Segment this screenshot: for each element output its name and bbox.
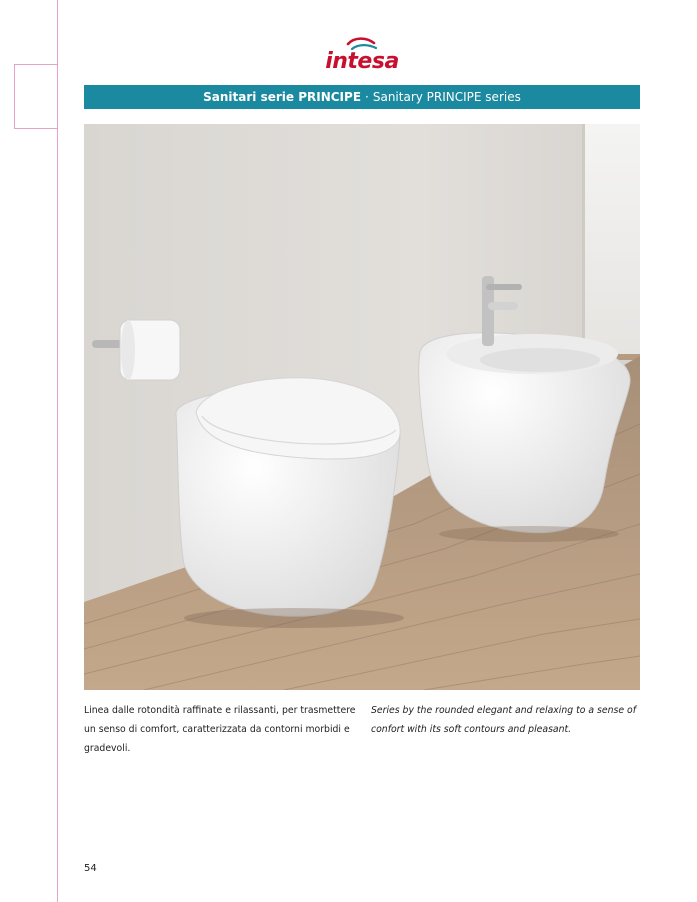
page-margin-line	[57, 0, 58, 902]
toilet	[176, 378, 400, 617]
description-english: Series by the rounded elegant and relaxing to a sense of confort with its soft contours and pleasant.	[371, 705, 636, 735]
logo-text: intesa	[325, 49, 399, 74]
banner-separator: ·	[365, 90, 369, 104]
toilet-paper-holder	[92, 340, 122, 348]
page-number: 54	[84, 863, 97, 874]
title-banner	[84, 85, 640, 109]
product-photo	[84, 124, 640, 690]
margin-tab-bottom	[14, 128, 57, 129]
description-italian: Linea dalle rotondità raffinate e rilassanti, per trasmettere un senso di comfort, caratterizzata da contorni morbidi e gradevoli.	[84, 705, 356, 754]
margin-tab-top	[14, 64, 57, 65]
margin-tab-side	[14, 64, 15, 128]
banner-title-english: Sanitary PRINCIPE series	[372, 90, 521, 104]
window	[584, 124, 640, 360]
banner-title-italian: Sanitari serie PRINCIPE	[203, 90, 362, 104]
intesa-logo	[322, 36, 402, 80]
